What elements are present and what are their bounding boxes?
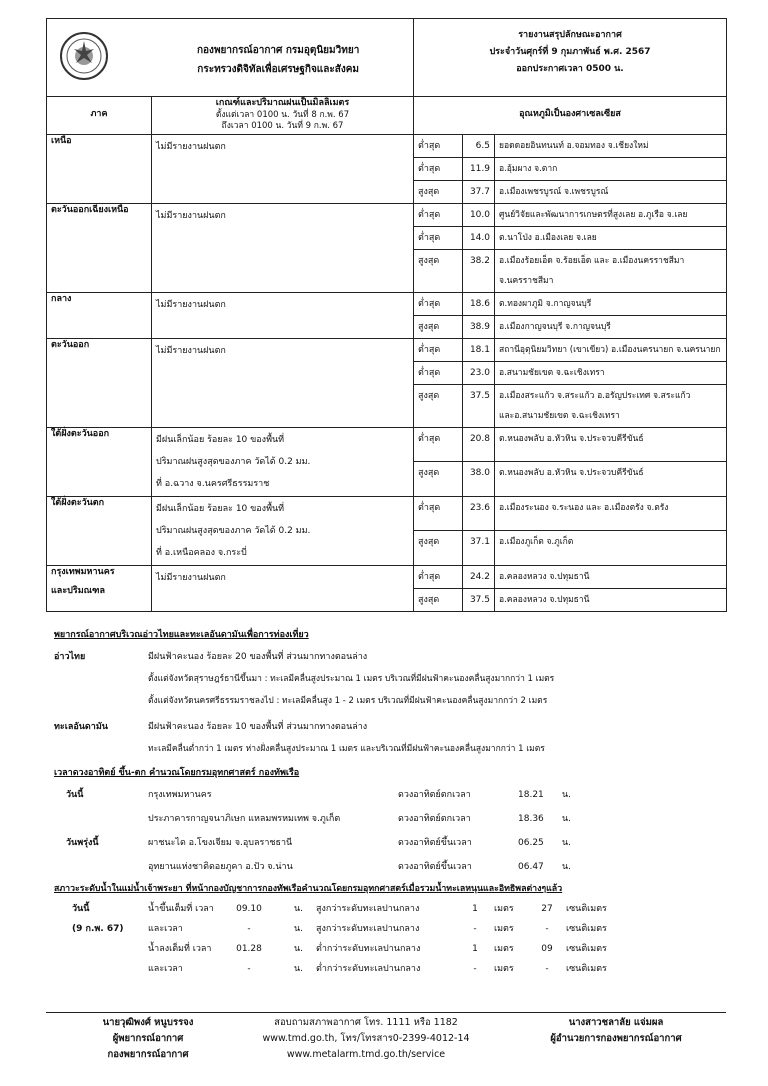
region-label: เหนือ <box>51 135 72 146</box>
table-row <box>47 427 727 462</box>
contact-line3[interactable]: www.metalarm.tmd.go.th/service <box>286 1049 446 1060</box>
tide-desc: สูงกว่าระดับทะเลปานกลาง <box>316 924 420 934</box>
rain-text: มีฝนเล็กน้อย ร้อยละ 10 ของพื้นที่ <box>156 503 285 514</box>
tide-unit: น. <box>294 924 304 934</box>
tide-meter: 1 <box>472 944 478 954</box>
marine-title: พยากรณ์อากาศบริเวณอ่าวไทยและทะเลอันดามันเพื่อการท่องเที่ยว <box>54 630 309 640</box>
andaman-line2: ทะเลมีคลื่นต่ำกว่า 1 เมตร ห่างฝั่งคลื่นสูงประมาณ 1 เมตร และบริเวณที่มีฝนฟ้าคะนองคลื่นสูงมากกว่า 1 เมตร <box>148 744 545 754</box>
rain-cell <box>152 134 414 203</box>
sun-place: ประภาคารกาญจนาภิเษก แหลมพรหมเทพ จ.ภูเก็ต <box>148 814 341 824</box>
sun-place: ผาชนะได อ.โขงเจียม จ.อุบลราชธานี <box>148 838 293 848</box>
rain-cell <box>152 338 414 427</box>
place-text-2: และอ.สนามชัยเขต จ.ฉะเชิงเทรา <box>499 410 620 421</box>
andaman-label: ทะเลอันดามัน <box>54 722 108 732</box>
region-name <box>47 338 152 427</box>
region-label: ใต้ฝั่งตะวันตก <box>51 497 105 508</box>
temp-value: 18.1 <box>463 338 495 361</box>
tide-meter-unit: เมตร <box>494 904 514 914</box>
tide-meter: - <box>473 964 477 974</box>
sun-unit: น. <box>562 838 572 848</box>
temp-place <box>495 292 727 315</box>
sun-unit: น. <box>562 790 572 800</box>
forecaster-name: นายวุฒิพงศ์ หนูบรรจง <box>102 1017 194 1028</box>
tide-cm: 09 <box>541 944 553 954</box>
sun-today-label: วันนี้ <box>66 790 84 800</box>
temp-value: 37.5 <box>463 588 495 611</box>
sun-place: กรุงเทพมหานคร <box>148 790 212 800</box>
region-name <box>47 134 152 203</box>
temp-value: 23.0 <box>463 361 495 384</box>
temp-place <box>495 427 727 462</box>
temp-level: สูงสุด <box>414 315 463 338</box>
temp-level: ต่ำสุด <box>414 338 463 361</box>
region-label: กรุงเทพมหานคร <box>51 566 115 577</box>
sun-event: ดวงอาทิตย์ขึ้นเวลา <box>398 838 472 848</box>
place-text: ต.ทองผาภูมิ จ.กาญจนบุรี <box>499 298 592 309</box>
tide-day-date: (9 ก.พ. 67) <box>72 924 124 934</box>
temp-level: ต่ำสุด <box>414 134 463 157</box>
rain-to: ถึงเวลา 0100 น. วันที่ 9 ก.พ. 67 <box>221 121 344 132</box>
temp-level: ต่ำสุด <box>414 292 463 315</box>
forecaster-title1: ผู้พยากรณ์อากาศ <box>112 1033 184 1044</box>
tide-meter-unit: เมตร <box>494 924 514 934</box>
temp-value: 37.5 <box>463 384 495 427</box>
tide-cm-unit: เซนติเมตร <box>566 944 607 954</box>
table-row <box>47 134 727 157</box>
temp-level: สูงสุด <box>414 180 463 203</box>
place-text: ยอดดอยอินทนนท์ อ.จอมทอง จ.เชียงใหม่ <box>499 140 649 151</box>
org-line1: กองพยากรณ์อากาศ กรมอุตุนิยมวิทยา <box>197 45 360 56</box>
tide-cm: 27 <box>541 904 553 914</box>
region-name <box>47 203 152 292</box>
tide-meter-unit: เมตร <box>494 964 514 974</box>
rain-cell <box>152 292 414 338</box>
rain-cell <box>152 496 414 565</box>
sun-event: ดวงอาทิตย์ตกเวลา <box>398 790 471 800</box>
weather-table <box>46 18 727 612</box>
place-text: ต.หนองพลับ อ.หัวหิน จ.ประจวบคีรีขันธ์ <box>499 468 644 479</box>
region-name <box>47 565 152 611</box>
temp-place <box>495 361 727 384</box>
rain-text: ไม่มีรายงานฝนตก <box>156 141 226 152</box>
region-label: ตะวันออก <box>51 339 90 350</box>
tide-label: น้ำลงเต็มที่ เวลา <box>148 944 212 954</box>
temp-level: ต่ำสุด <box>414 427 463 462</box>
tide-title: สภาวะระดับน้ำในแม่น้ำเจ้าพระยา ที่หน้ากองบัญชาการกองทัพเรือคำนวณโดยกรมอุทกศาสตร์เมื่อรวมน้ำทะเลหนุนและอิทธิพลต่างๆแล้ว <box>54 884 563 894</box>
region-label-2: และปริมณฑล <box>51 586 105 597</box>
region-label: ใต้ฝั่งตะวันออก <box>51 428 110 439</box>
gulf-label: อ่าวไทย <box>54 652 86 662</box>
temp-place <box>495 315 727 338</box>
temp-value: 23.6 <box>463 496 495 531</box>
temp-place <box>495 462 727 497</box>
sun-time: 06.25 <box>518 838 544 848</box>
temp-level: ต่ำสุด <box>414 203 463 226</box>
place-text: ศูนย์วิจัยและพัฒนาการเกษตรที่สูงเลย อ.ภูเรือ จ.เลย <box>499 209 688 220</box>
place-text: อ.คลองหลวง จ.ปทุมธานี <box>499 594 590 605</box>
sun-event: ดวงอาทิตย์ตกเวลา <box>398 814 471 824</box>
sun-title: เวลาดวงอาทิตย์ ขึ้น-ตก คำนวณโดยกรมอุทกศาสตร์ กองทัพเรือ <box>54 768 300 778</box>
rain-text: ไม่มีรายงานฝนตก <box>156 345 226 356</box>
rain-from: ตั้งแต่เวลา 0100 น. วันที่ 8 ก.พ. 67 <box>215 109 350 120</box>
tide-time: 09.10 <box>236 904 262 914</box>
temp-place <box>495 588 727 611</box>
rain-text: มีฝนเล็กน้อย ร้อยละ 10 ของพื้นที่ <box>156 434 285 445</box>
temp-level: สูงสุด <box>414 588 463 611</box>
tide-time: - <box>247 924 251 934</box>
place-text: อ.คลองหลวง จ.ปทุมธานี <box>499 571 590 582</box>
region-name <box>47 292 152 338</box>
contact-line1: สอบถามสภาพอากาศ โทร. 1111 หรือ 1182 <box>274 1017 458 1028</box>
place-text: อ.สนามชัยเขต จ.ฉะเชิงเทรา <box>499 367 605 378</box>
temp-value: 20.8 <box>463 427 495 462</box>
footer <box>46 1012 726 1072</box>
tide-desc: ต่ำกว่าระดับทะเลปานกลาง <box>316 944 421 954</box>
column-header-rain <box>152 97 414 135</box>
rain-text: ที่ อ.เหนือคลอง จ.กระบี่ <box>156 547 247 558</box>
tide-desc: สูงกว่าระดับทะเลปานกลาง <box>316 904 420 914</box>
temp-level: สูงสุด <box>414 531 463 566</box>
gulf-line2: ตั้งแต่จังหวัดสุราษฎร์ธานีขึ้นมา : ทะเลมีคลื่นสูงประมาณ 1 เมตร บริเวณที่มีฝนฟ้าคะนองคลื่นสูงมากกว่า 1 เมตร <box>148 674 555 684</box>
temp-value: 18.6 <box>463 292 495 315</box>
temp-value: 14.0 <box>463 226 495 249</box>
table-row <box>47 338 727 361</box>
tide-cm: - <box>545 964 549 974</box>
department-seal-icon <box>59 31 109 81</box>
temp-place <box>495 338 727 361</box>
tide-cm-unit: เซนติเมตร <box>566 904 607 914</box>
temp-level: ต่ำสุด <box>414 496 463 531</box>
tide-label: และเวลา <box>148 964 183 974</box>
rain-text: ไม่มีรายงานฝนตก <box>156 299 226 310</box>
column-header-region: ภาค <box>47 97 152 135</box>
temp-value: 10.0 <box>463 203 495 226</box>
header-left <box>47 19 414 97</box>
sun-time: 18.21 <box>518 790 544 800</box>
tide-desc: ต่ำกว่าระดับทะเลปานกลาง <box>316 964 421 974</box>
place-text: อ.เมืองสระแก้ว จ.สระแก้ว อ.อรัญประเทศ จ.สระแก้ว <box>499 390 691 401</box>
sun-unit: น. <box>562 814 572 824</box>
rain-text: ไม่มีรายงานฝนตก <box>156 572 226 583</box>
temp-level: ต่ำสุด <box>414 565 463 588</box>
place-text: อ.อุ้มผาง จ.ตาก <box>499 163 558 174</box>
table-row <box>47 565 727 588</box>
sun-tomorrow-label: วันพรุ่งนี้ <box>66 838 99 848</box>
table-row <box>47 292 727 315</box>
tide-label: น้ำขึ้นเต็มที่ เวลา <box>148 904 214 914</box>
temp-place <box>495 134 727 157</box>
region-label: กลาง <box>51 293 72 304</box>
rain-text: ไม่มีรายงานฝนตก <box>156 210 226 221</box>
temp-place <box>495 249 727 292</box>
place-text: อ.เมืองกาญจนบุรี จ.กาญจนบุรี <box>499 321 611 332</box>
rain-cell <box>152 427 414 496</box>
temp-place <box>495 384 727 427</box>
temp-place <box>495 531 727 566</box>
header-right <box>414 19 727 97</box>
director-name: นางสาวชลาลัย แจ่มผล <box>568 1017 664 1028</box>
place-text: ต.หนองพลับ อ.หัวหิน จ.ประจวบคีรีขันธ์ <box>499 433 644 444</box>
temp-level: ต่ำสุด <box>414 157 463 180</box>
tide-unit: น. <box>294 964 304 974</box>
rain-cell <box>152 203 414 292</box>
org-line2: กระทรวงดิจิทัลเพื่อเศรษฐกิจและสังคม <box>197 64 360 75</box>
rain-cell <box>152 565 414 611</box>
place-text: อ.เมืองเพชรบูรณ์ จ.เพชรบูรณ์ <box>499 186 609 197</box>
place-text: อ.เมืองระนอง จ.ระนอง และ อ.เมืองตรัง จ.ตรัง <box>499 502 669 513</box>
tide-meter-unit: เมตร <box>494 944 514 954</box>
place-text: ต.นาโป่ง อ.เมืองเลย จ.เลย <box>499 232 597 243</box>
tide-cm: - <box>545 924 549 934</box>
temp-value: 11.9 <box>463 157 495 180</box>
director-title: ผู้อำนวยการกองพยากรณ์อากาศ <box>550 1033 682 1044</box>
andaman-line1: มีฝนฟ้าคะนอง ร้อยละ 10 ของพื้นที่ ส่วนมากทางตอนล่าง <box>148 722 368 732</box>
region-name <box>47 427 152 496</box>
tide-cm-unit: เซนติเมตร <box>566 924 607 934</box>
tide-day-label: วันนี้ <box>72 904 90 914</box>
temp-value: 24.2 <box>463 565 495 588</box>
region-label: ตะวันออกเฉียงเหนือ <box>51 204 129 215</box>
tide-cm-unit: เซนติเมตร <box>566 964 607 974</box>
rain-text: ปริมาณฝนสูงสุดของภาค วัดได้ 0.2 มม. <box>156 525 311 536</box>
sun-place: อุทยานแห่งชาติดอยภูคา อ.ปัว จ.น่าน <box>148 862 293 872</box>
report-time: ออกประกาศเวลา 0500 น. <box>516 64 624 75</box>
temp-place <box>495 226 727 249</box>
sun-time: 06.47 <box>518 862 544 872</box>
sun-time: 18.36 <box>518 814 544 824</box>
tide-meter: - <box>473 924 477 934</box>
temp-level: ต่ำสุด <box>414 361 463 384</box>
temp-place <box>495 180 727 203</box>
temp-level: สูงสุด <box>414 384 463 427</box>
temp-level: ต่ำสุด <box>414 226 463 249</box>
temp-value: 37.1 <box>463 531 495 566</box>
column-header-temp: อุณหภูมิเป็นองศาเซลเซียส <box>414 97 727 135</box>
place-text: อ.เมืองภูเก็ต จ.ภูเก็ต <box>499 537 574 548</box>
tide-unit: น. <box>294 904 304 914</box>
temp-level: สูงสุด <box>414 462 463 497</box>
rain-text: ปริมาณฝนสูงสุดของภาค วัดได้ 0.2 มม. <box>156 456 311 467</box>
gulf-line1: มีฝนฟ้าคะนอง ร้อยละ 20 ของพื้นที่ ส่วนมากทางตอนล่าง <box>148 652 368 662</box>
temp-place <box>495 157 727 180</box>
temp-place <box>495 203 727 226</box>
tide-time: 01.28 <box>236 944 262 954</box>
tide-meter: 1 <box>472 904 478 914</box>
forecaster-title2: กองพยากรณ์อากาศ <box>107 1049 189 1060</box>
table-row <box>47 203 727 226</box>
temp-level: สูงสุด <box>414 249 463 292</box>
region-name <box>47 496 152 565</box>
tide-label: และเวลา <box>148 924 183 934</box>
place-text-2: จ.นครราชสีมา <box>499 275 554 286</box>
gulf-line3: ตั้งแต่จังหวัดนครศรีธรรมราชลงไป : ทะเลมีคลื่นสูง 1 - 2 เมตร บริเวณที่มีฝนฟ้าคะนองคลื่นสูงมากกว่า 2 เมตร <box>148 696 548 706</box>
sun-event: ดวงอาทิตย์ขึ้นเวลา <box>398 862 472 872</box>
temp-value: 6.5 <box>463 134 495 157</box>
place-text: สถานีอุตุนิยมวิทยา (เขาเขียว) อ.เมืองนครนายก จ.นครนายก <box>499 344 721 355</box>
temp-value: 38.9 <box>463 315 495 338</box>
report-page <box>46 18 726 612</box>
rain-text: ที่ อ.ฉวาง จ.นครศรีธรรมราช <box>156 478 270 489</box>
sun-unit: น. <box>562 862 572 872</box>
place-text: อ.เมืองร้อยเอ็ด จ.ร้อยเอ็ด และ อ.เมืองนครราชสีมา <box>499 255 685 266</box>
rain-title: เกณฑ์และปริมาณฝนเป็นมิลลิเมตร <box>215 98 350 108</box>
temp-value: 38.2 <box>463 249 495 292</box>
temp-value: 37.7 <box>463 180 495 203</box>
temp-place <box>495 496 727 531</box>
temp-place <box>495 565 727 588</box>
report-date: ประจำวันศุกร์ที่ 9 กุมภาพันธ์ พ.ศ. 2567 <box>489 47 651 58</box>
contact-line2[interactable]: www.tmd.go.th, โทร/โทรสาร0-2399-4012-14 <box>262 1033 470 1044</box>
report-title: รายงานสรุปลักษณะอากาศ <box>518 30 622 40</box>
tide-time: - <box>247 964 251 974</box>
tide-unit: น. <box>294 944 304 954</box>
table-row <box>47 496 727 531</box>
temp-value: 38.0 <box>463 462 495 497</box>
